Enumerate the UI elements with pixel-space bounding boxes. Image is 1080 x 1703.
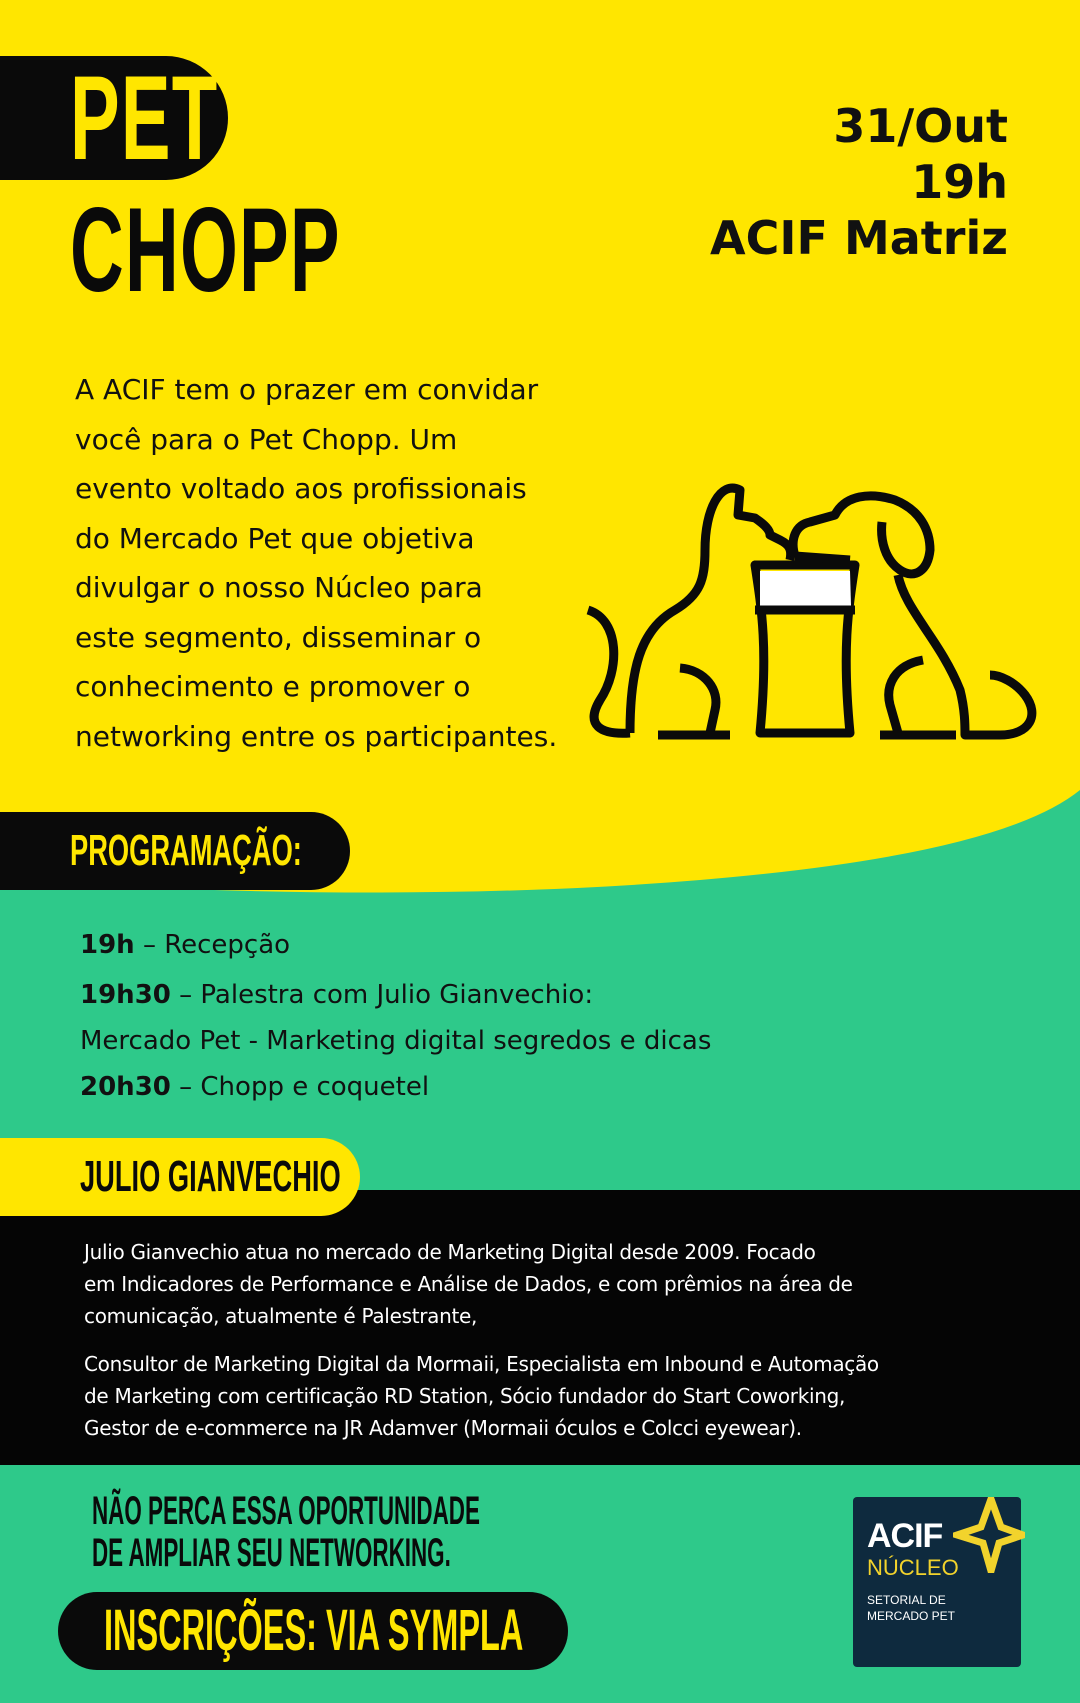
schedule-time: 19h xyxy=(80,930,135,960)
title-pet: PET xyxy=(70,51,219,185)
intro-line: divulgar o nosso Núcleo para xyxy=(75,571,483,604)
event-time: 19h xyxy=(911,155,1008,209)
schedule-desc: Recepção xyxy=(164,930,291,960)
intro-line: conhecimento e promover o xyxy=(75,670,471,703)
schedule-time: 20h30 xyxy=(80,1072,171,1102)
speaker-heading: JULIO GIANVECHIO xyxy=(80,1152,341,1201)
speaker-bio xyxy=(84,1236,914,1460)
program-schedule xyxy=(80,920,711,1112)
schedule-time: 19h30 xyxy=(80,980,171,1010)
registration-label[interactable]: INSCRIÇÕES: VIA SYMPLA xyxy=(104,1598,524,1663)
intro-line: este segmento, disseminar o xyxy=(75,620,482,654)
logo-caption: SETORIAL DE MERCADO PET xyxy=(867,1593,956,1623)
logo-sub: NÚCLEO xyxy=(867,1555,959,1580)
schedule-desc: Palestra com Julio Gianvechio: xyxy=(200,980,594,1010)
schedule-item: 19h – Recepção xyxy=(80,930,291,960)
schedule-item: 20h30 – Chopp e coquetel xyxy=(80,1072,430,1102)
event-location: ACIF Matriz xyxy=(710,211,1008,265)
intro-line: você para o Pet Chopp. Um xyxy=(75,422,458,456)
bio-paragraph-1: Julio Gianvechio atua no mercado de Marketing Digital desde 2009. Focado em Indicadores de Performance e Análise de Dados, e com prêmios na área de comunicação, atualmente é Palestrante, xyxy=(84,1240,853,1328)
schedule-desc: Chopp e coquetel xyxy=(200,1072,430,1102)
intro-line: A ACIF tem o prazer em convidar xyxy=(75,373,539,406)
acif-nucleo-logo xyxy=(853,1497,1021,1667)
cta-text: NÃO PERCA ESSA OPORTUNIDADE DE AMPLIAR SEU NETWORKING. xyxy=(92,1489,480,1575)
intro-line: evento voltado aos profissionais xyxy=(75,472,527,505)
schedule-subtitle: Mercado Pet - Marketing digital segredos e dicas xyxy=(80,1026,712,1056)
cat-dog-beer-glass-icon xyxy=(580,470,1060,750)
intro-line: networking entre os participantes. xyxy=(75,719,558,753)
bio-paragraph-2: Consultor de Marketing Digital da Mormaii, Especialista em Inbound e Automação de Marketing com certificação RD Station, Sócio fundador do Start Coworking, Gestor de e-commerce na JR Adamver (Mormaii óculos e Colcci eyewear). xyxy=(84,1352,879,1440)
intro-paragraph xyxy=(75,365,595,761)
schedule-item: 19h30 – Palestra com Julio Gianvechio: xyxy=(80,980,594,1010)
logo-brand: ACIF xyxy=(867,1517,943,1555)
intro-line: do Mercado Pet que objetiva xyxy=(75,521,475,555)
event-date: 31/Out xyxy=(833,99,1008,153)
star-icon xyxy=(953,1497,1025,1573)
title-chopp: CHOPP xyxy=(70,183,341,317)
event-info xyxy=(710,98,1008,266)
program-heading: PROGRAMAÇÃO: xyxy=(70,826,302,875)
